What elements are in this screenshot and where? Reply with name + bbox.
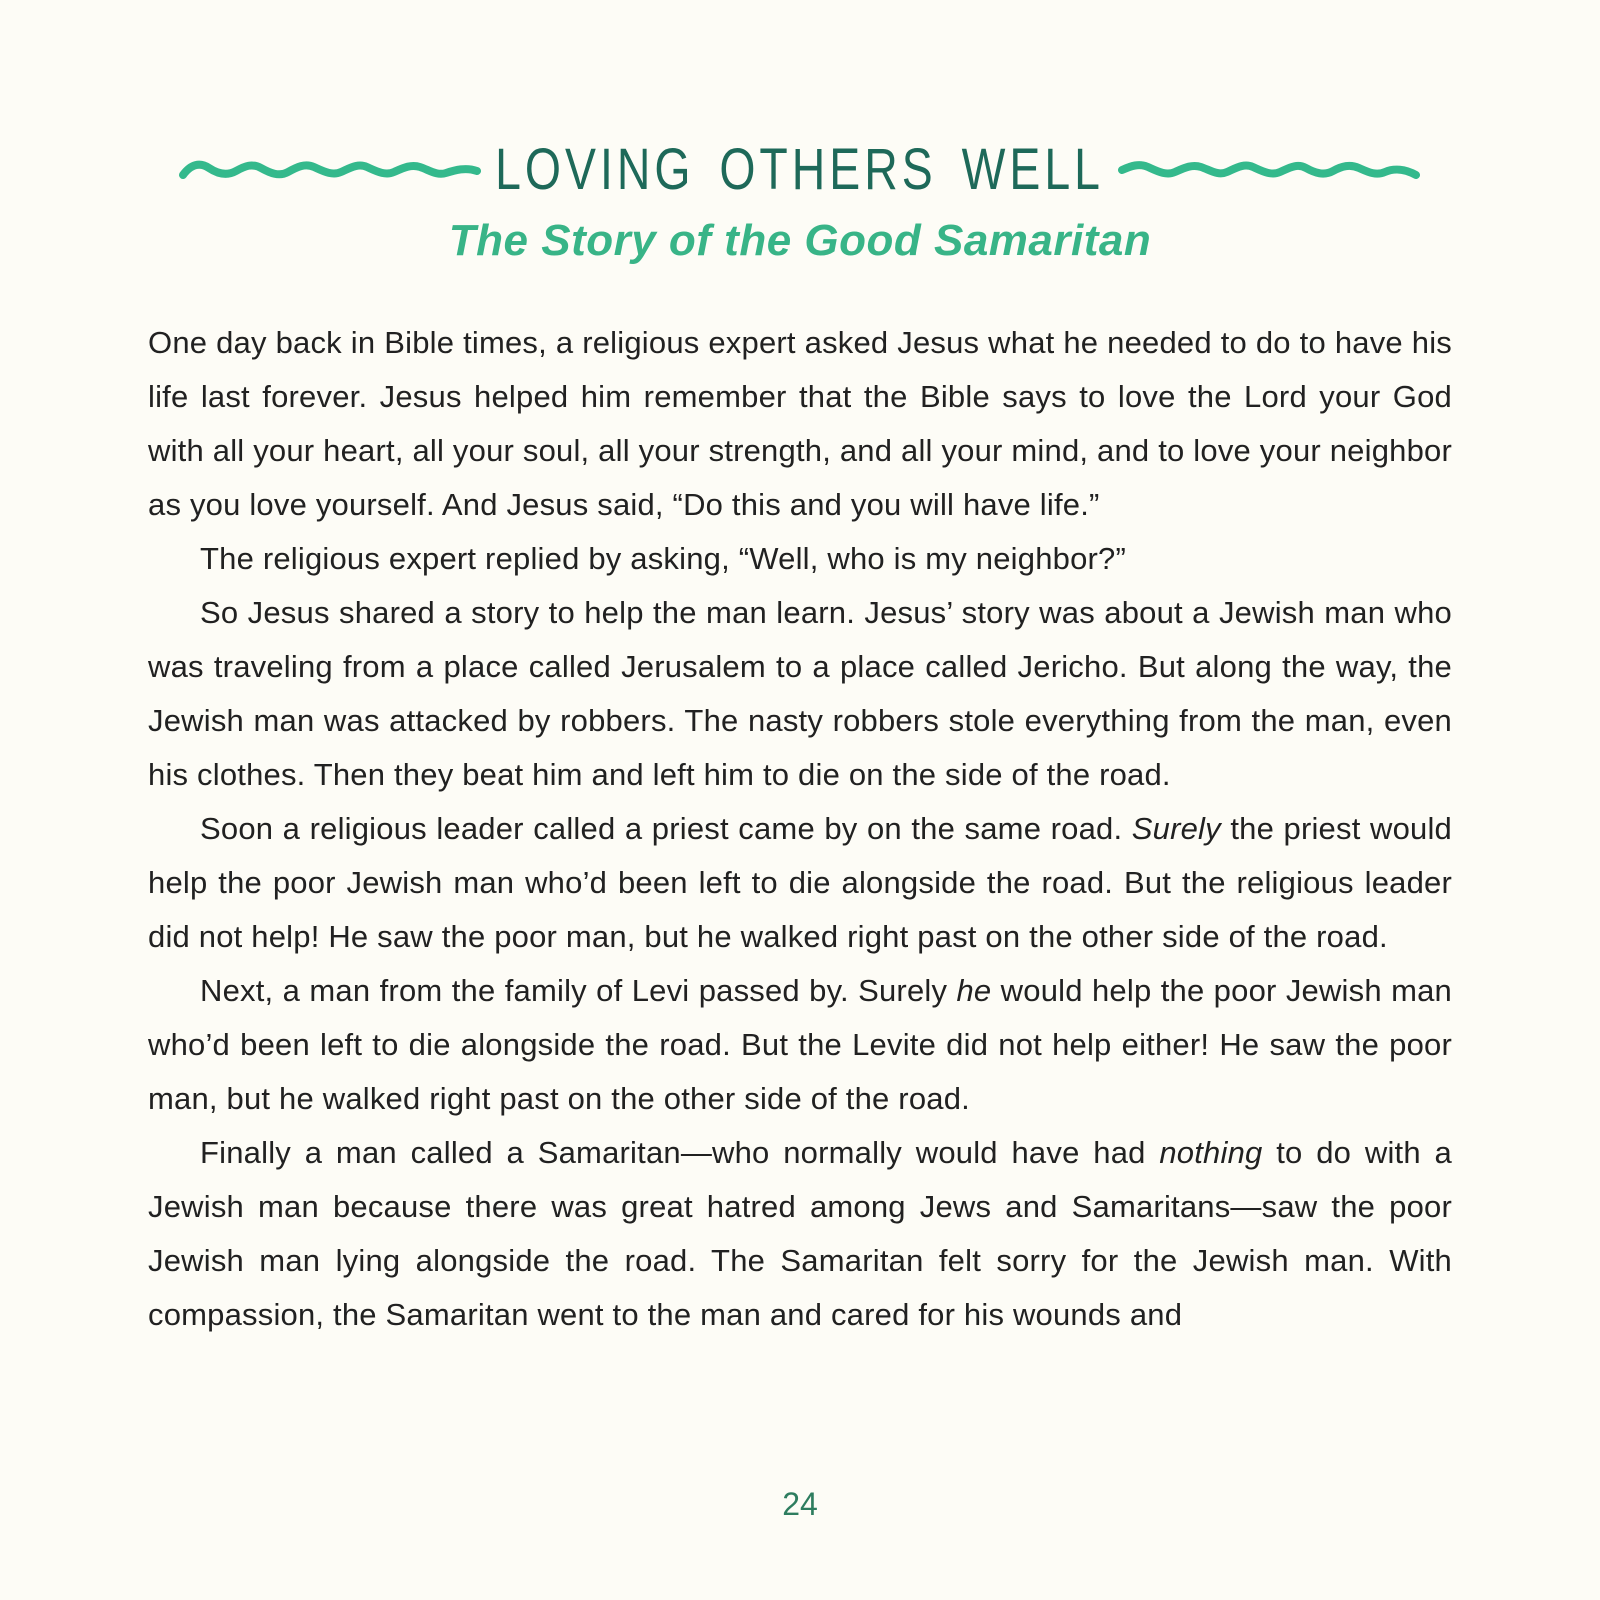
paragraph [148,964,1452,1126]
paragraph [148,532,1452,586]
text-segment: One day back in Bible times, a religious expert asked Jesus what he needed to do to have his life last forever. Jesus helped him remember that the Bible says to love the Lord your God with all your heart, all your soul, all your strength, and all your mind, and to love your neighbor as you love yourself. And Jesus said, “Do this and you will have life.” [148,325,1452,522]
squiggle-line-left-icon [178,154,483,186]
body-text [148,316,1452,1342]
text-segment: Finally a man called a Samaritan—who normally would have had [200,1135,1160,1170]
italic-text-segment: he [956,973,992,1008]
paragraph [148,316,1452,532]
squiggle-line-right-icon [1117,154,1422,186]
paragraph [148,1126,1452,1342]
text-segment: the priest would help the poor Jewish man who’d been left to die alongside the road. But the religious leader did not help! He saw the poor man, but he walked right past on the other side of the road. [148,811,1452,954]
text-segment: Soon a religious leader called a priest came by on the same road. [200,811,1132,846]
italic-text-segment: Surely [1131,811,1221,846]
text-segment: So Jesus shared a story to help the man learn. Jesus’ story was about a Jewish man who was traveling from a place called Jerusalem to a place called Jericho. But along the way, the Jewish man was attacked by robbers. The nasty robbers stole everything from the man, even his clothes. Then they beat him and left him to die on the side of the road. [148,595,1452,792]
text-segment: to do with a Jewish man because there was great hatred among Jews and Samaritans—saw the poor Jewish man lying alongside the road. The Samaritan felt sorry for the Jewish man. With compassion, the Samaritan went to the man and cared for his wounds and [148,1135,1452,1332]
chapter-title: LOVING OTHERS WELL [495,137,1105,202]
text-segment: would help the poor Jewish man who’d been left to die alongside the road. But the Levite did not help either! He saw the poor man, but he walked right past on the other side of the road. [148,973,1452,1116]
text-segment: Next, a man from the family of Levi passed by. Surely [200,973,957,1008]
chapter-header [148,138,1452,266]
page-number: 24 [782,1486,818,1522]
text-segment: The religious expert replied by asking, “Well, who is my neighbor?” [200,541,1127,576]
paragraph [148,802,1452,964]
paragraph [148,586,1452,802]
chapter-title-row [148,138,1452,202]
chapter-subtitle: The Story of the Good Samaritan [448,216,1152,265]
italic-text-segment: nothing [1159,1135,1263,1170]
